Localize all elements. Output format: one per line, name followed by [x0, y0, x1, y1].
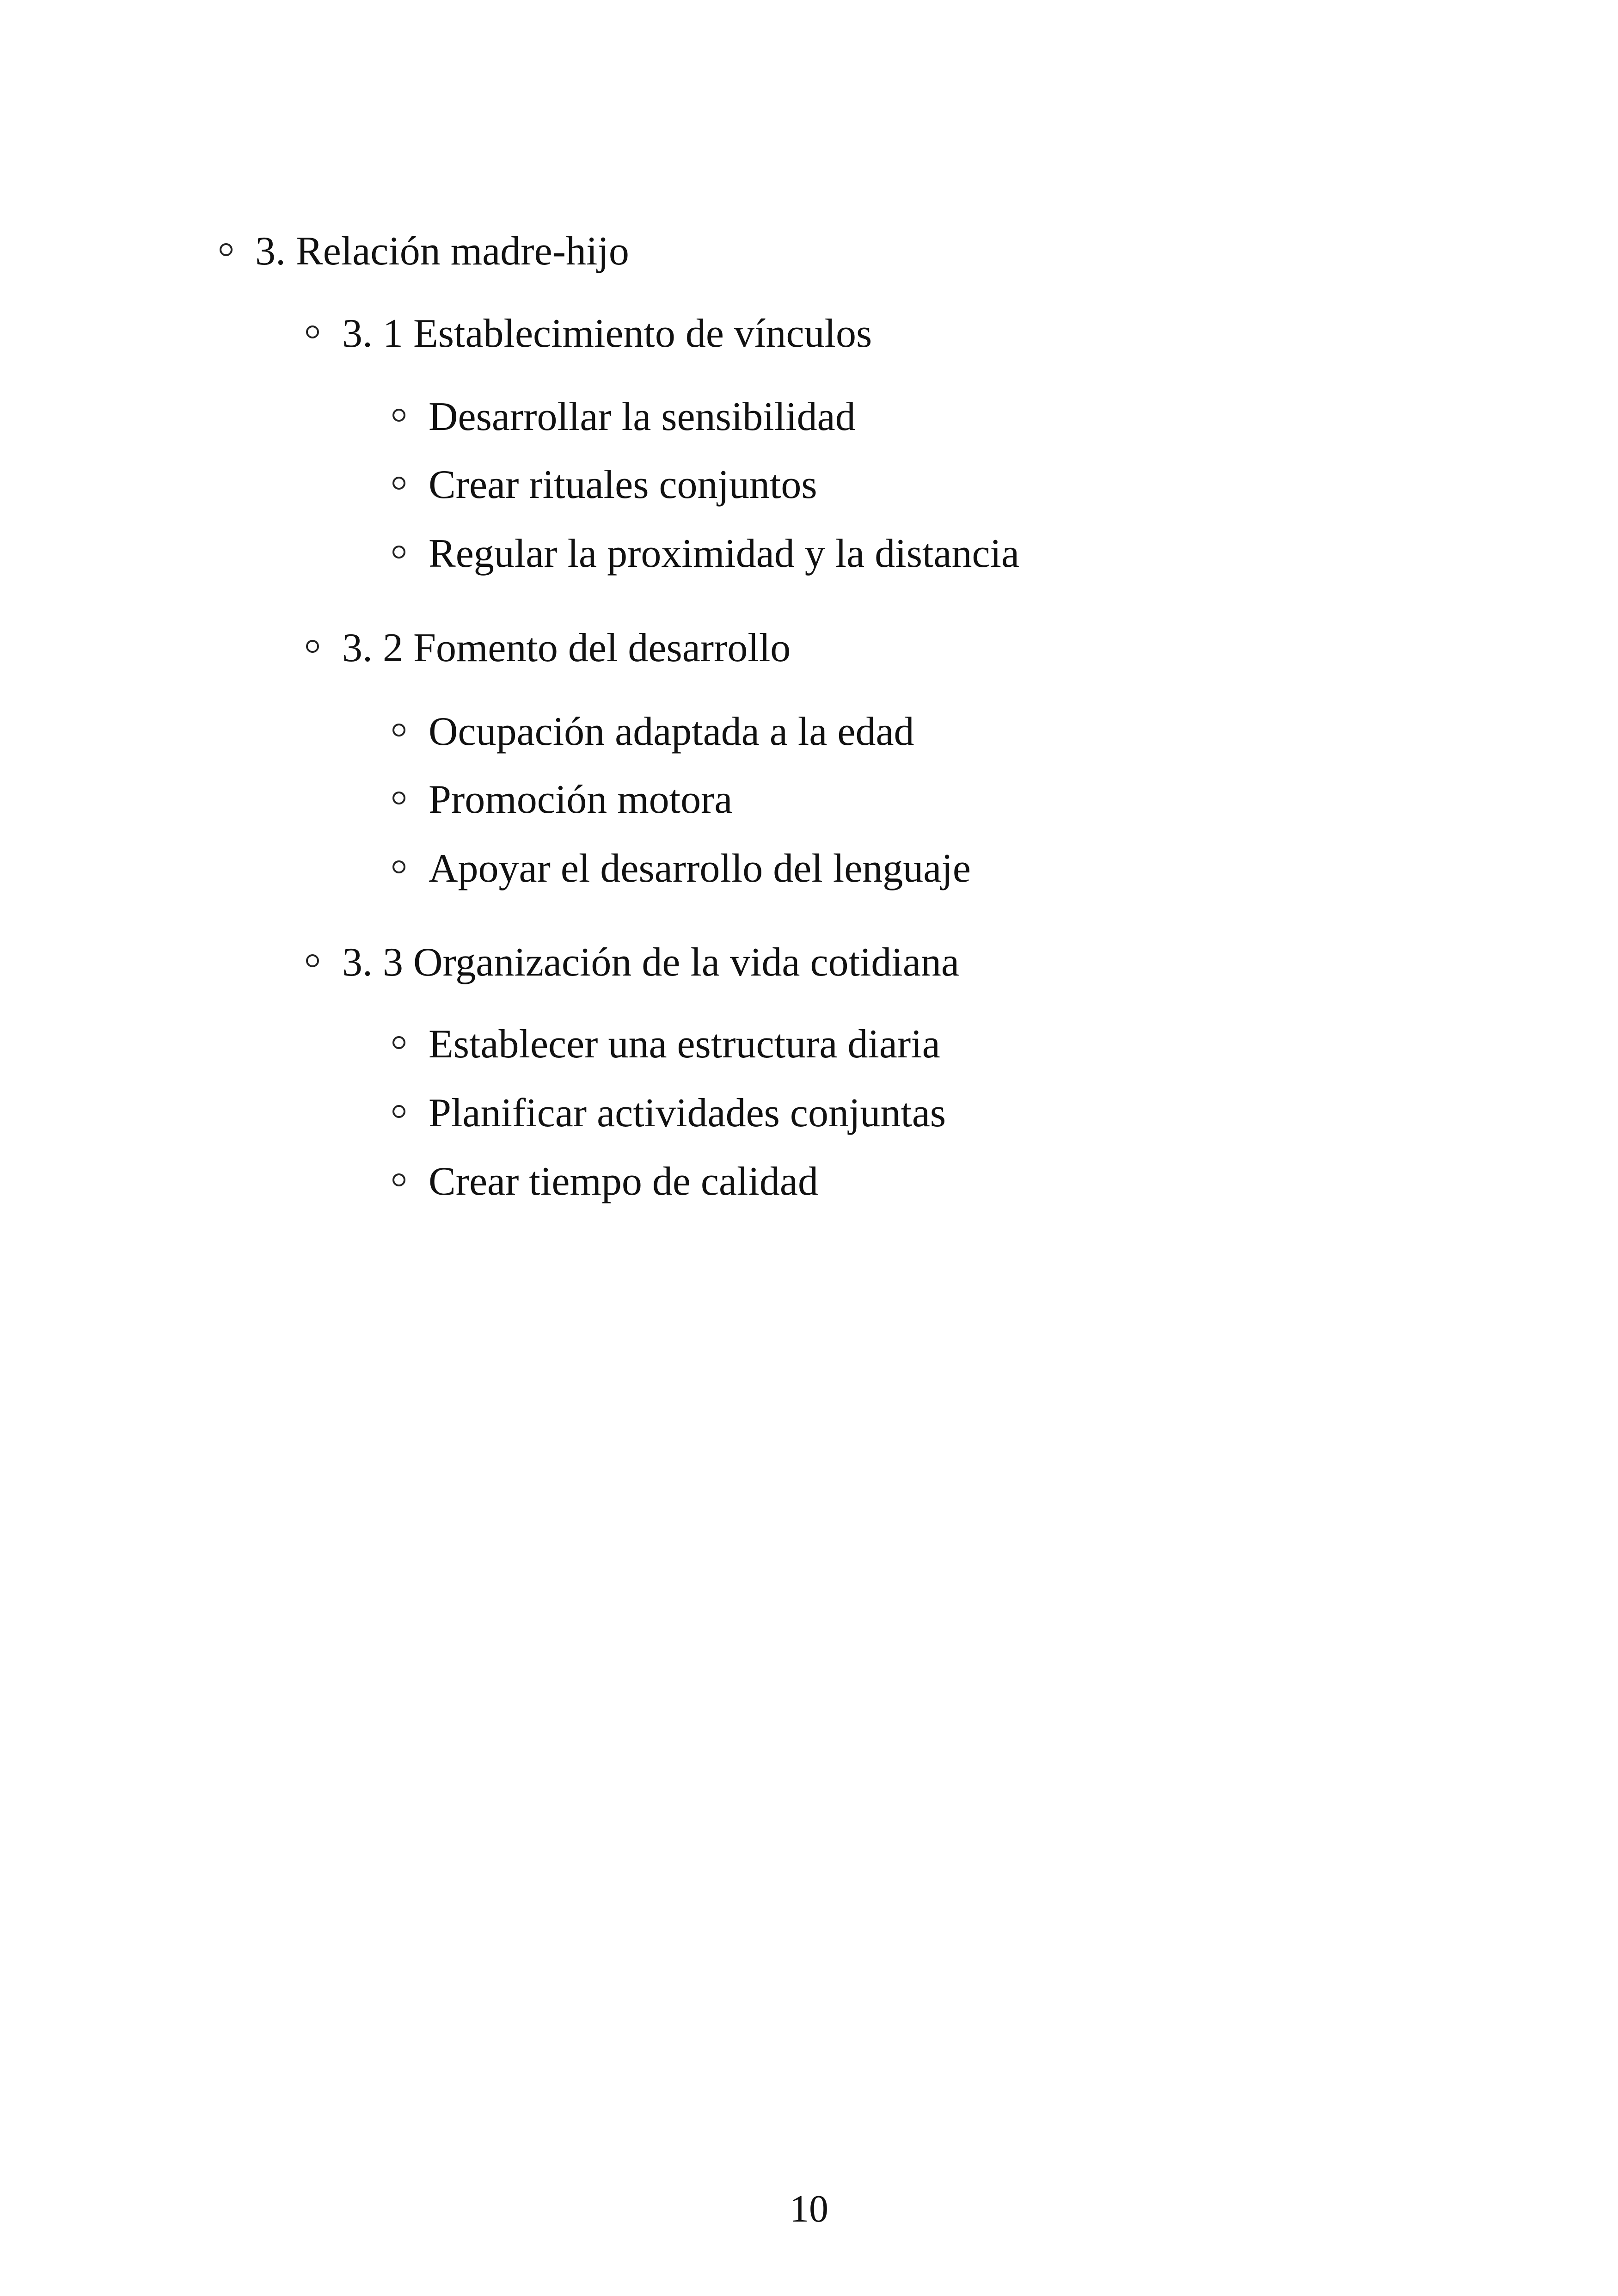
- section-label: 3. Relación madre-hijo: [255, 229, 629, 274]
- hollow-circle-bullet-icon: [392, 792, 405, 804]
- hollow-circle-bullet-icon: [392, 724, 405, 737]
- subsection-label: 3. 2 Fomento del desarrollo: [342, 626, 791, 670]
- hollow-circle-bullet-icon: [392, 1105, 405, 1118]
- list-item-label: Promoción motora: [429, 777, 733, 822]
- list-item-label: Ocupación adaptada a la edad: [429, 709, 914, 754]
- hollow-circle-bullet-icon: [306, 954, 319, 967]
- list-item-label: Crear rituales conjuntos: [429, 462, 817, 507]
- hollow-circle-bullet-icon: [392, 1036, 405, 1049]
- hollow-circle-bullet-icon: [392, 477, 405, 490]
- list-item-label: Apoyar el desarrollo del lenguaje: [429, 846, 971, 891]
- hollow-circle-bullet-icon: [392, 546, 405, 559]
- list-item-label: Establecer una estructura diaria: [429, 1022, 940, 1067]
- subsection-label: 3. 1 Establecimiento de vínculos: [342, 311, 872, 356]
- hollow-circle-bullet-icon: [392, 860, 405, 873]
- hollow-circle-bullet-icon: [392, 409, 405, 422]
- list-item-label: Planificar actividades conjuntas: [429, 1091, 946, 1136]
- page-number: 10: [790, 2187, 828, 2230]
- hollow-circle-bullet-icon: [220, 243, 233, 256]
- hollow-circle-bullet-icon: [306, 640, 319, 653]
- hollow-circle-bullet-icon: [306, 325, 319, 338]
- list-item-label: Crear tiempo de calidad: [429, 1159, 818, 1204]
- list-item-label: Desarrollar la sensibilidad: [429, 394, 856, 439]
- list-item-label: Regular la proximidad y la distancia: [429, 531, 1020, 576]
- hollow-circle-bullet-icon: [392, 1173, 405, 1186]
- subsection-label: 3. 3 Organización de la vida cotidiana: [342, 940, 959, 985]
